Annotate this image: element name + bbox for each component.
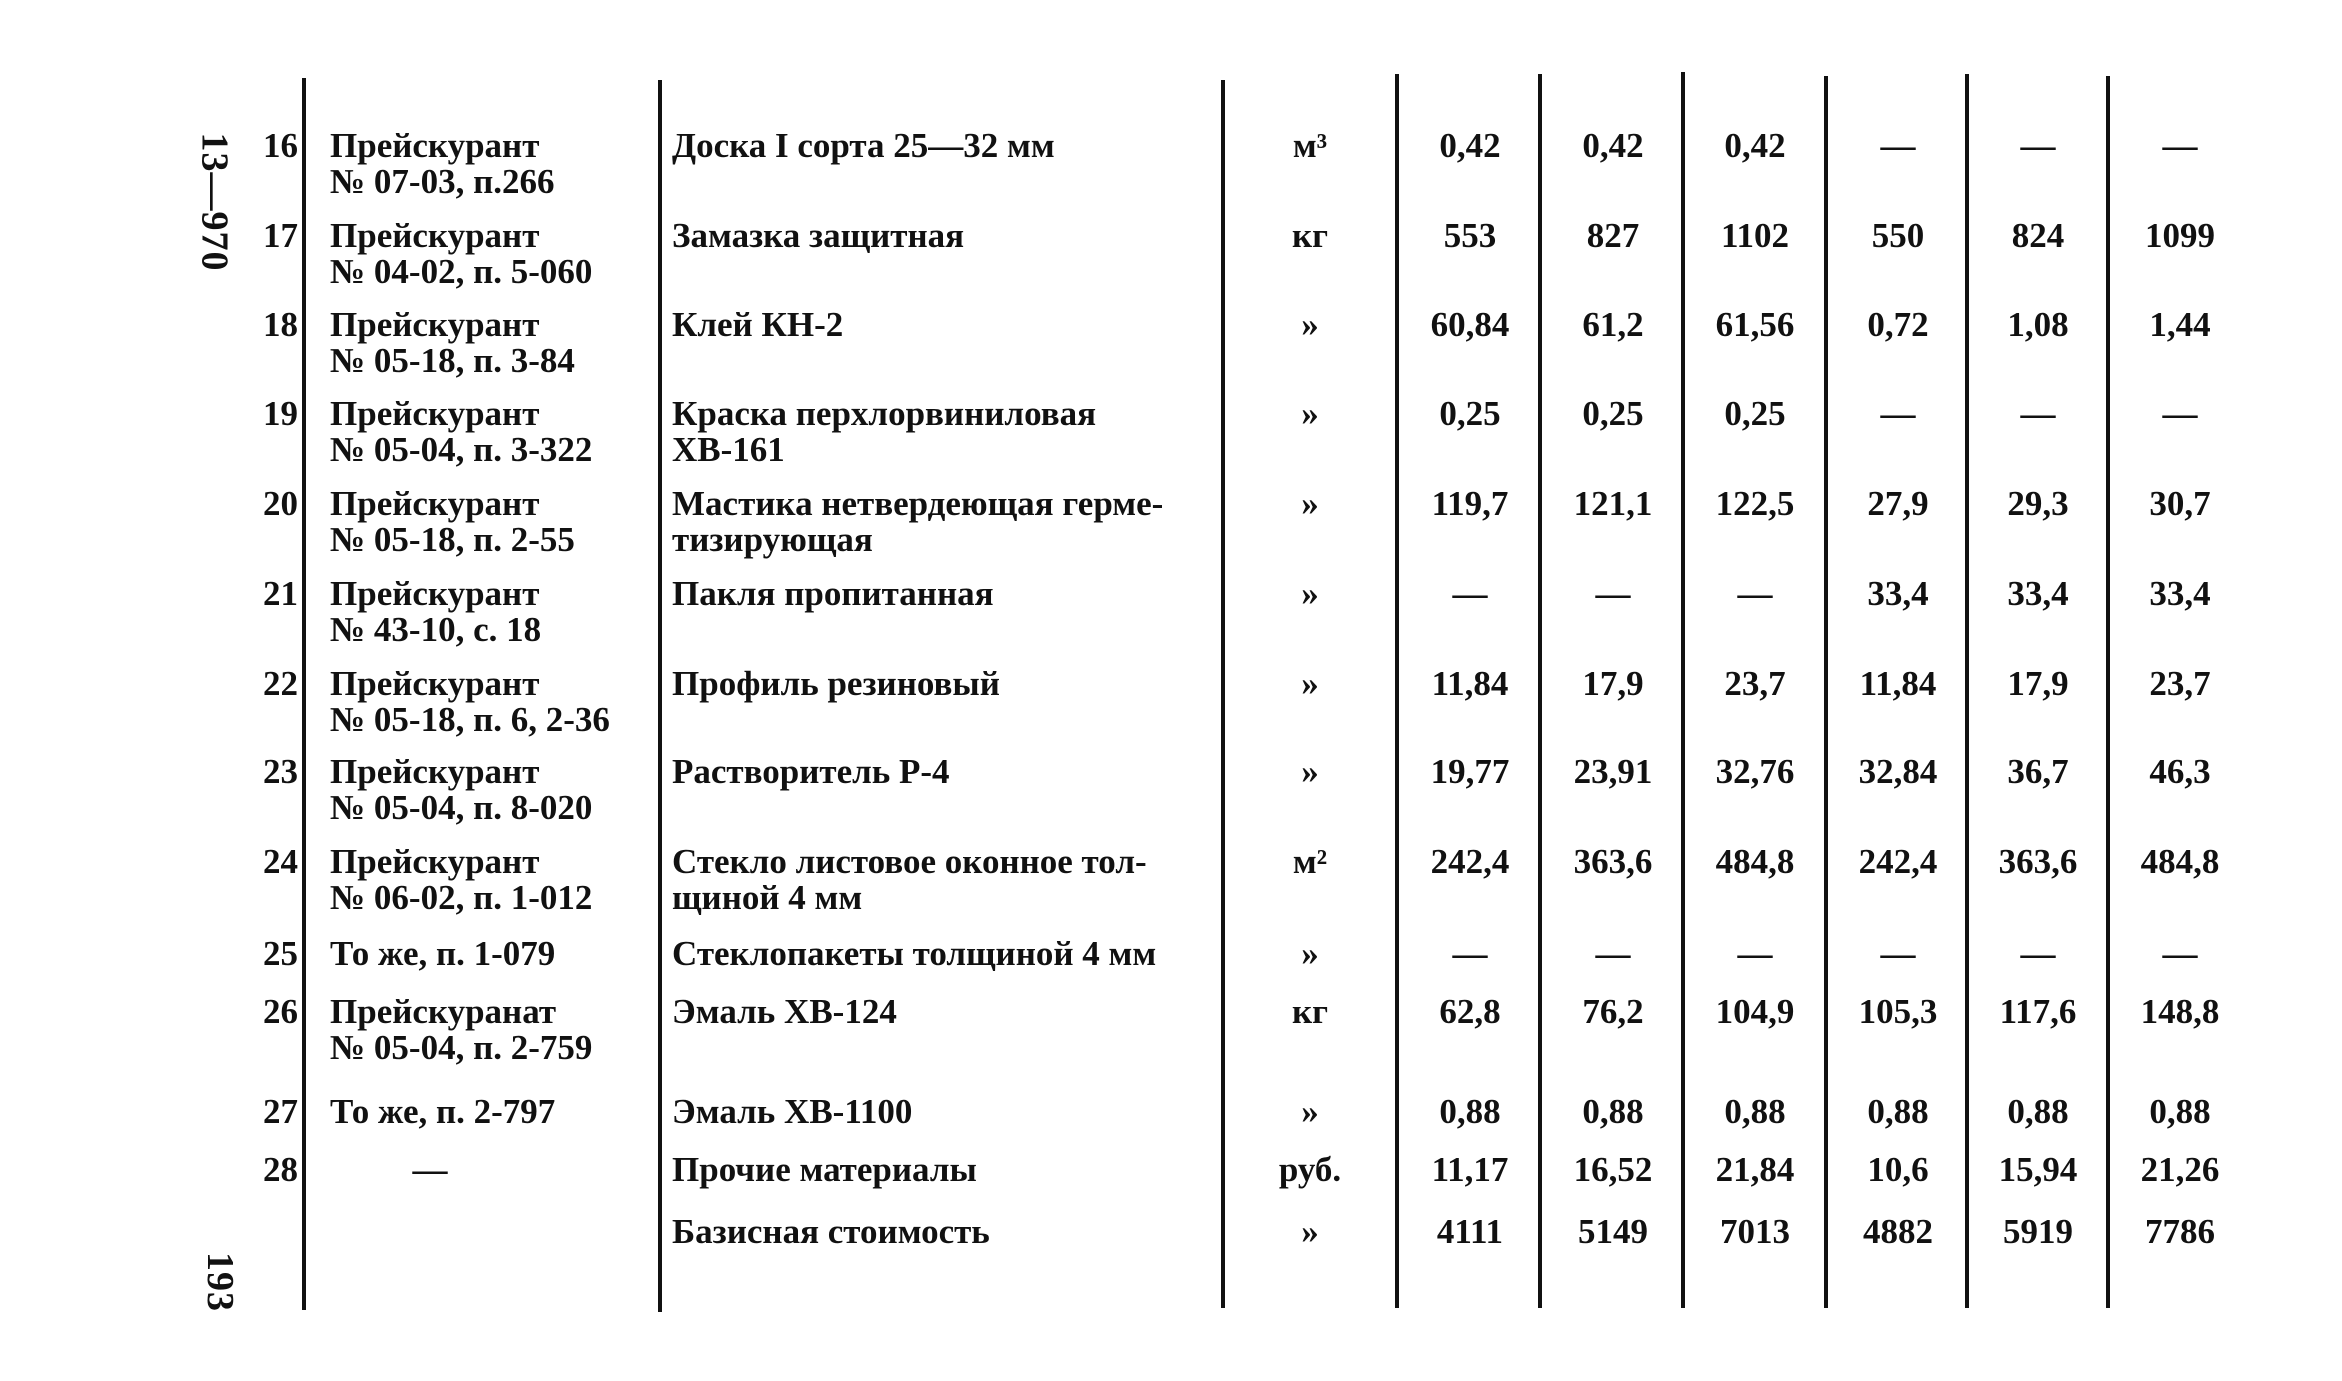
value-cell: 117,6 xyxy=(1999,992,2077,1031)
value-cell: 62,8 xyxy=(1439,992,1501,1031)
value-cell: 11,84 xyxy=(1431,664,1509,703)
value-cell: 4882 xyxy=(1863,1212,1933,1251)
price-source: Прейскурант № 05-04, п. 3-322 xyxy=(330,394,593,469)
value-cell: 10,6 xyxy=(1867,1150,1929,1189)
value-cell: 1,08 xyxy=(2007,305,2069,344)
value-cell: 0,25 xyxy=(1724,394,1786,433)
unit: » xyxy=(1301,394,1319,433)
value-cell: 11,84 xyxy=(1859,664,1937,703)
row-number: 16 xyxy=(263,126,298,165)
value-cell: 0,88 xyxy=(1724,1092,1786,1131)
price-source: Прейскурант № 06-02, п. 1-012 xyxy=(330,842,593,917)
value-cell: — xyxy=(1737,934,1773,973)
unit: » xyxy=(1301,305,1319,344)
value-cell: 550 xyxy=(1871,216,1925,255)
material-name: Доска I сорта 25—32 мм xyxy=(672,126,1055,165)
material-name: Эмаль ХВ-1100 xyxy=(672,1092,913,1131)
material-name: Мастика нетвердеющая герме- тизирующая xyxy=(672,484,1164,559)
value-cell: 15,94 xyxy=(1998,1150,2078,1189)
value-cell: 824 xyxy=(2011,216,2065,255)
unit: руб. xyxy=(1278,1150,1342,1189)
value-cell: 1,44 xyxy=(2149,305,2211,344)
value-cell: — xyxy=(2162,934,2198,973)
value-cell: 27,9 xyxy=(1867,484,1929,523)
value-cell: 21,26 xyxy=(2140,1150,2220,1189)
unit: м² xyxy=(1292,842,1328,881)
value-cell: 0,42 xyxy=(1582,126,1644,165)
page-number: 193 xyxy=(199,1252,241,1312)
value-cell: 17,9 xyxy=(2007,664,2069,703)
value-cell: 23,7 xyxy=(2149,664,2211,703)
value-cell: 363,6 xyxy=(1573,842,1653,881)
value-cell: — xyxy=(2162,126,2198,165)
value-cell: 19,77 xyxy=(1430,752,1510,791)
value-cell: 29,3 xyxy=(2007,484,2069,523)
unit: м³ xyxy=(1292,126,1328,165)
value-cell: — xyxy=(2020,394,2056,433)
material-name: Прочие материалы xyxy=(672,1150,977,1189)
value-cell: 119,7 xyxy=(1431,484,1509,523)
value-cell: — xyxy=(1880,126,1916,165)
value-cell: 363,6 xyxy=(1998,842,2078,881)
row-number: 25 xyxy=(263,934,298,973)
value-cell: — xyxy=(1737,574,1773,613)
price-source: Прейскурант № 04-02, п. 5-060 xyxy=(330,216,593,291)
value-cell: 0,88 xyxy=(1582,1092,1644,1131)
unit: » xyxy=(1301,1092,1319,1131)
value-cell: — xyxy=(2020,126,2056,165)
material-name: Профиль резиновый xyxy=(672,664,1000,703)
material-name: Растворитель Р-4 xyxy=(672,752,950,791)
value-cell: 46,3 xyxy=(2149,752,2211,791)
price-source: Прейскурант № 07-03, п.266 xyxy=(330,126,555,201)
value-cell: 16,52 xyxy=(1573,1150,1653,1189)
value-cell: 11,17 xyxy=(1431,1150,1509,1189)
value-cell: 61,2 xyxy=(1582,305,1644,344)
value-cell: 32,76 xyxy=(1715,752,1795,791)
value-cell: 242,4 xyxy=(1430,842,1510,881)
value-cell: 0,72 xyxy=(1867,305,1929,344)
value-cell: 0,42 xyxy=(1724,126,1786,165)
value-cell: — xyxy=(2020,934,2056,973)
value-cell: 61,56 xyxy=(1715,305,1795,344)
value-cell: 104,9 xyxy=(1715,992,1795,1031)
value-cell: 0,88 xyxy=(2149,1092,2211,1131)
value-cell: 5149 xyxy=(1578,1212,1648,1251)
material-name: Краска перхлорвиниловая ХВ-161 xyxy=(672,394,1097,469)
value-cell: 36,7 xyxy=(2007,752,2069,791)
unit: кг xyxy=(1291,216,1329,255)
material-name: Замазка защитная xyxy=(672,216,965,255)
price-source: То же, п. 2-797 xyxy=(330,1092,556,1131)
material-name: Базисная стоимость xyxy=(672,1212,990,1251)
value-cell: 32,84 xyxy=(1858,752,1938,791)
price-source: Прейскурант № 05-04, п. 8-020 xyxy=(330,752,593,827)
value-cell: 23,7 xyxy=(1724,664,1786,703)
value-cell: 0,25 xyxy=(1582,394,1644,433)
value-cell: 33,4 xyxy=(1867,574,1929,613)
row-number: 28 xyxy=(263,1150,298,1189)
row-number: 18 xyxy=(263,305,298,344)
value-cell: 0,88 xyxy=(1439,1092,1501,1131)
unit: » xyxy=(1301,664,1319,703)
value-cell: — xyxy=(1595,934,1631,973)
price-source: Прейскурант № 43-10, с. 18 xyxy=(330,574,542,649)
unit: » xyxy=(1301,574,1319,613)
value-cell: 33,4 xyxy=(2007,574,2069,613)
value-cell: 76,2 xyxy=(1582,992,1644,1031)
section-code: 13—970 xyxy=(193,132,236,272)
value-cell: 30,7 xyxy=(2149,484,2211,523)
value-cell: — xyxy=(1452,934,1488,973)
value-cell: 1099 xyxy=(2145,216,2215,255)
unit: » xyxy=(1301,1212,1319,1251)
value-cell: 148,8 xyxy=(2140,992,2220,1031)
material-name: Пакля пропитанная xyxy=(672,574,994,613)
price-source: — xyxy=(412,1150,448,1189)
value-cell: 60,84 xyxy=(1430,305,1510,344)
value-cell: 5919 xyxy=(2003,1212,2073,1251)
unit: » xyxy=(1301,934,1319,973)
value-cell: 33,4 xyxy=(2149,574,2211,613)
value-cell: — xyxy=(2162,394,2198,433)
value-cell: 7013 xyxy=(1720,1212,1790,1251)
row-number: 21 xyxy=(263,574,298,613)
row-number: 22 xyxy=(263,664,298,703)
value-cell: 1102 xyxy=(1720,216,1790,255)
row-number: 19 xyxy=(263,394,298,433)
value-cell: 17,9 xyxy=(1582,664,1644,703)
value-cell: 21,84 xyxy=(1715,1150,1795,1189)
value-cell: 0,88 xyxy=(2007,1092,2069,1131)
value-cell: — xyxy=(1452,574,1488,613)
material-name: Эмаль ХВ-124 xyxy=(672,992,897,1031)
value-cell: — xyxy=(1595,574,1631,613)
unit: кг xyxy=(1291,992,1329,1031)
value-cell: 122,5 xyxy=(1715,484,1795,523)
material-name: Клей КН-2 xyxy=(672,305,844,344)
value-cell: 827 xyxy=(1586,216,1640,255)
price-source: Прейскурант № 05-18, п. 3-84 xyxy=(330,305,575,380)
unit: » xyxy=(1301,484,1319,523)
material-name: Стекло листовое оконное тол- щиной 4 мм xyxy=(672,842,1147,917)
price-source: Прейскурант № 05-18, п. 2-55 xyxy=(330,484,575,559)
value-cell: — xyxy=(1880,394,1916,433)
value-cell: 553 xyxy=(1443,216,1497,255)
row-number: 26 xyxy=(263,992,298,1031)
column-rule xyxy=(302,78,306,1310)
row-number: 27 xyxy=(263,1092,298,1131)
price-source: То же, п. 1-079 xyxy=(330,934,556,973)
price-source: Прейскуранат № 05-04, п. 2-759 xyxy=(330,992,593,1067)
value-cell: 484,8 xyxy=(1715,842,1795,881)
row-number: 17 xyxy=(263,216,298,255)
row-number: 23 xyxy=(263,752,298,791)
row-number: 20 xyxy=(263,484,298,523)
value-cell: 7786 xyxy=(2145,1212,2215,1251)
value-cell: 484,8 xyxy=(2140,842,2220,881)
value-cell: 4111 xyxy=(1436,1212,1504,1251)
material-name: Стеклопакеты толщиной 4 мм xyxy=(672,934,1157,973)
column-rule xyxy=(1395,74,1399,1308)
row-number: 24 xyxy=(263,842,298,881)
value-cell: 0,25 xyxy=(1439,394,1501,433)
value-cell: 0,42 xyxy=(1439,126,1501,165)
value-cell: — xyxy=(1880,934,1916,973)
value-cell: 242,4 xyxy=(1858,842,1938,881)
value-cell: 0,88 xyxy=(1867,1092,1929,1131)
value-cell: 121,1 xyxy=(1573,484,1653,523)
unit: » xyxy=(1301,752,1319,791)
price-source: Прейскурант № 05-18, п. 6, 2-36 xyxy=(330,664,610,739)
value-cell: 105,3 xyxy=(1858,992,1938,1031)
value-cell: 23,91 xyxy=(1573,752,1653,791)
